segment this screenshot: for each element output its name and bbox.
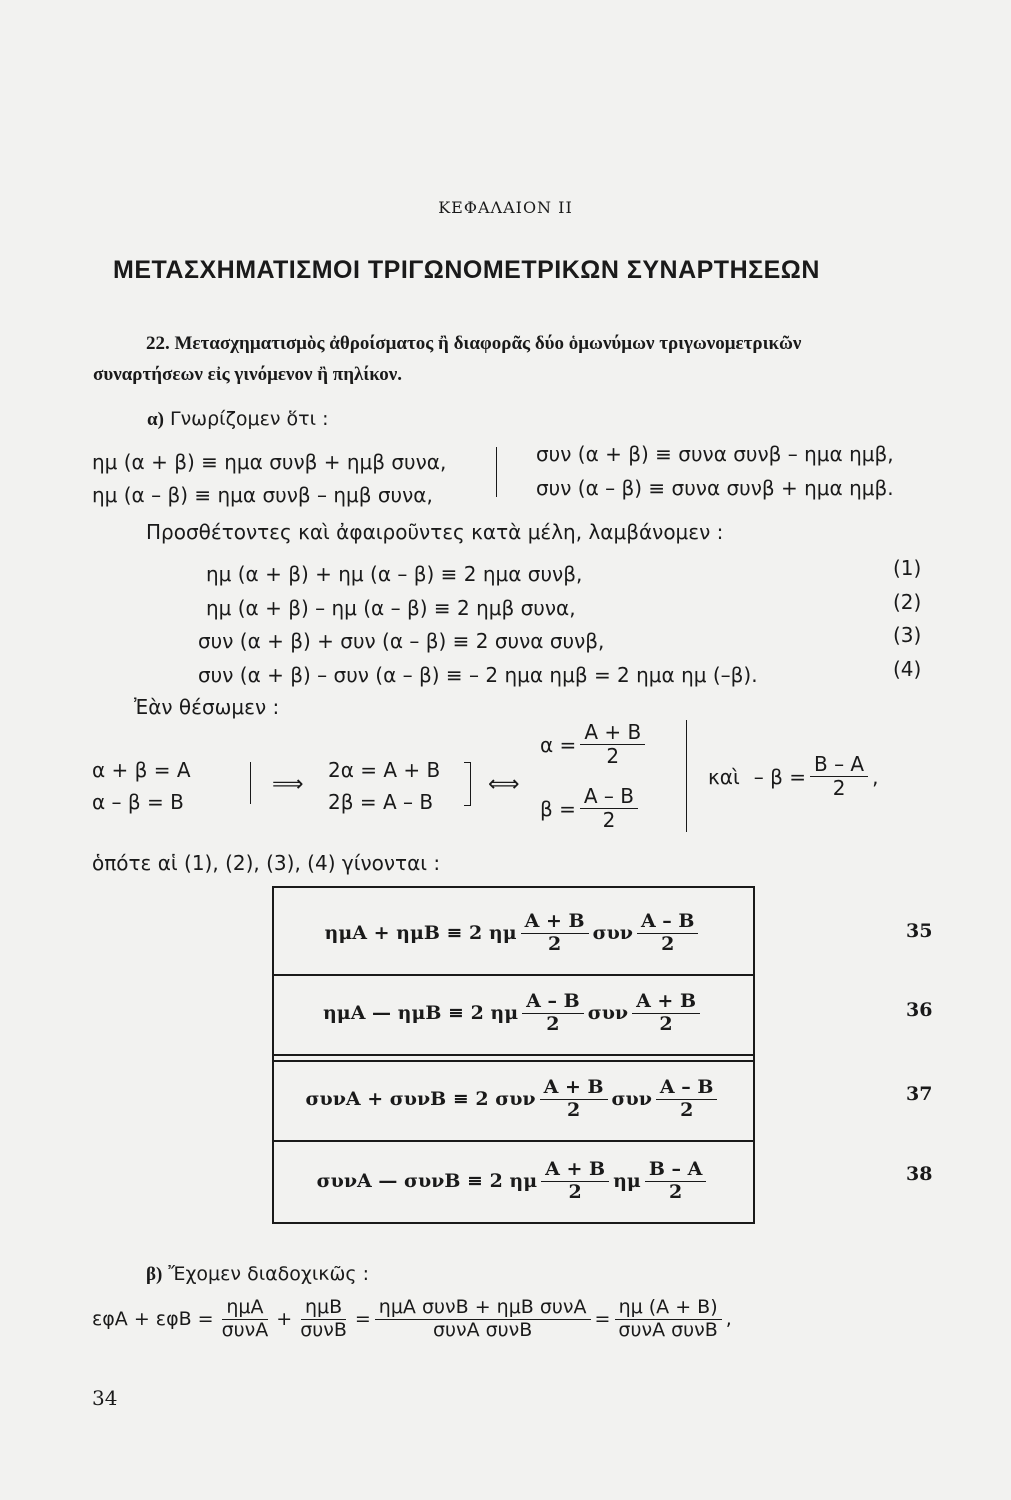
formula-38-num1: Α + Β: [541, 1159, 609, 1182]
alpha-solution: [540, 721, 649, 768]
formula-separator: [274, 1060, 753, 1062]
formula-35-frac1: [521, 911, 589, 956]
tangent-frac4-den: συνΑ συνΒ: [618, 1318, 718, 1341]
formula-37-frac1: [540, 1077, 608, 1122]
formula-37-den2: 2: [680, 1098, 694, 1121]
formula-38-num2: Β – Α: [645, 1159, 707, 1182]
tangent-plus: +: [276, 1308, 293, 1331]
alpha-lhs: α =: [540, 732, 577, 757]
tangent-frac3-den: συνΑ συνΒ: [432, 1318, 533, 1341]
negbeta-lhs: – β =: [753, 764, 806, 789]
formula-38-frac2: [645, 1159, 707, 1204]
equation-3-number: (3): [893, 623, 922, 647]
formula-separator: [274, 1054, 753, 1056]
tangent-end: ,: [725, 1308, 732, 1331]
identity-left-1: ημ (α + β) ≡ ημα συνβ + ημβ συνα,: [92, 450, 447, 474]
formula-37-num1: Α + Β: [540, 1077, 608, 1100]
alpha-fraction: [580, 721, 645, 768]
formula-37-num2: Α – Β: [656, 1077, 718, 1100]
formula-38-mid: ημ: [613, 1170, 641, 1192]
beta-denominator: 2: [602, 808, 616, 832]
system1-line2: α – β = Β: [92, 790, 184, 814]
formula-38-den1: 2: [568, 1180, 582, 1203]
formula-35-frac2: [637, 911, 699, 956]
formula-38-lhs: συνΑ — συνΒ ≡ 2 ημ: [316, 1170, 538, 1192]
system1-line1: α + β = Α: [92, 758, 191, 782]
tangent-frac3-num: ημΑ συνΒ + ημΒ συνΑ: [375, 1297, 591, 1320]
formula-separator: [274, 1140, 753, 1142]
beta-fraction: [580, 785, 638, 832]
formula-36-number: 36: [906, 999, 933, 1021]
tangent-sum-equation: [92, 1297, 732, 1342]
tangent-eq1: =: [354, 1308, 371, 1331]
section-heading-line2: συναρτήσεων εἰς γινόμενον ἢ πηλίκον.: [93, 364, 402, 385]
equation-1-number: (1): [893, 556, 922, 580]
part-a-text: Γνωρίζομεν ὅτι :: [169, 408, 329, 430]
section-heading-line1: 22. Μετασχηματισμὸς ἀθροίσματος ἢ διαφορᾶς δύο ὁμωνύμων τριγωνομετρικῶν: [146, 333, 802, 354]
chapter-title: ΜΕΤΑΣΧΗΜΑΤΙΣΜΟΙ ΤΡΙΓΩΝΟΜΕΤΡΙΚΩΝ ΣΥΝΑΡΤΗΣΕΩΝ: [113, 256, 820, 284]
formula-box: [272, 886, 755, 1224]
alpha-numerator: Α + Β: [580, 721, 645, 745]
formula-35-mid: συν: [592, 922, 633, 944]
page-number: 34: [92, 1386, 118, 1410]
tangent-frac4: [614, 1297, 721, 1342]
negbeta-comma: ,: [872, 764, 879, 789]
formula-35-den2: 2: [661, 932, 675, 955]
formula-35: [274, 898, 753, 968]
alpha-denominator: 2: [606, 744, 620, 768]
formula-37-mid: συν: [611, 1088, 652, 1110]
equation-4-number: (4): [893, 657, 922, 681]
tangent-frac2-num: ημΒ: [301, 1297, 346, 1320]
equation-2: ημ (α + β) – ημ (α – β) ≡ 2 ημβ συνα,: [206, 596, 576, 620]
formula-38: [274, 1146, 753, 1216]
identity-left-2: ημ (α – β) ≡ ημα συνβ – ημβ συνα,: [92, 483, 433, 507]
formula-36-den1: 2: [546, 1012, 560, 1035]
tangent-frac1-den: συνΑ: [221, 1318, 269, 1341]
negbeta-line: [708, 753, 878, 800]
chapter-label: ΚΕΦΑΛΑΙΟΝ ΙΙ: [438, 198, 573, 217]
formula-36: [274, 978, 753, 1048]
formula-36-num1: Α – Β: [522, 991, 584, 1014]
tangent-eq2: =: [594, 1308, 611, 1331]
tangent-frac2: [296, 1297, 351, 1342]
solution-brace: [680, 720, 687, 832]
formula-37-den1: 2: [566, 1098, 581, 1121]
formula-36-frac1: [522, 991, 584, 1036]
equation-1: ημ (α + β) + ημ (α – β) ≡ 2 ημα συνβ,: [206, 562, 583, 586]
kai-word: καὶ: [708, 764, 740, 789]
tangent-frac4-num: ημ (Α + Β): [615, 1297, 722, 1320]
formula-separator: [274, 974, 753, 976]
beta-numerator: Α – Β: [580, 785, 638, 809]
formula-36-num2: Α + Β: [632, 991, 700, 1014]
formula-36-den2: 2: [659, 1012, 673, 1035]
tangent-lhs: εφΑ + εφΒ =: [92, 1308, 214, 1331]
formula-37-number: 37: [906, 1083, 933, 1105]
part-a-line: [147, 408, 329, 431]
substitution-outro: ὁπότε αἱ (1), (2), (3), (4) γίνονται :: [92, 851, 441, 875]
formula-35-number: 35: [906, 920, 933, 942]
formula-37: [274, 1064, 753, 1134]
formula-35-lhs: ημΑ + ημΒ ≡ 2 ημ: [324, 922, 517, 944]
adding-intro: Προσθέτοντες καὶ ἀφαιροῦντες κατὰ μέλη, λαμβάνομεν :: [146, 520, 724, 544]
system1-bracket: [246, 762, 251, 804]
tangent-frac1: [218, 1297, 273, 1342]
tangent-frac3: [375, 1297, 591, 1342]
formula-36-lhs: ημΑ — ημΒ ≡ 2 ημ: [322, 1002, 519, 1024]
formula-36-mid: συν: [587, 1002, 629, 1024]
part-a-label: α): [147, 409, 164, 430]
identity-divider: [496, 447, 497, 497]
negbeta-numerator: Β – Α: [810, 753, 868, 777]
formula-36-frac2: [632, 991, 700, 1036]
identity-right-1: συν (α + β) ≡ συνα συνβ – ημα ημβ,: [536, 442, 894, 466]
formula-35-num2: Α – Β: [637, 911, 699, 934]
part-b-text: Ἔχομεν διαδοχικῶς :: [168, 1263, 370, 1285]
negbeta-denominator: 2: [832, 776, 846, 800]
formula-37-lhs: συνΑ + συνΒ ≡ 2 συν: [305, 1088, 536, 1110]
equation-2-number: (2): [893, 590, 922, 614]
formula-35-den1: 2: [547, 932, 562, 955]
part-b-line: [146, 1263, 369, 1286]
formula-38-number: 38: [906, 1163, 933, 1185]
formula-38-den2: 2: [668, 1180, 683, 1203]
formula-35-num1: Α + Β: [521, 911, 589, 934]
implies-arrow: ⟹: [272, 772, 304, 797]
tangent-frac1-num: ημΑ: [222, 1297, 267, 1320]
system2-brace: [464, 762, 471, 806]
equation-4: συν (α + β) – συν (α – β) ≡ – 2 ημα ημβ = 2 ημα ημ (–β).: [198, 663, 758, 687]
equivalence-arrow: ⟺: [488, 772, 520, 797]
equation-3: συν (α + β) + συν (α – β) ≡ 2 συνα συνβ,: [198, 629, 605, 653]
beta-lhs: β =: [540, 796, 576, 821]
part-b-label: β): [146, 1264, 163, 1285]
system2-line2: 2β = Α – Β: [328, 790, 434, 814]
system2-line1: 2α = Α + Β: [328, 758, 441, 782]
substitution-intro: Ἐὰν θέσωμεν :: [134, 695, 280, 719]
formula-38-frac1: [541, 1159, 609, 1204]
negbeta-fraction: [810, 753, 868, 800]
tangent-frac2-den: συνΒ: [300, 1318, 347, 1341]
beta-solution: [540, 785, 642, 832]
identity-right-2: συν (α – β) ≡ συνα συνβ + ημα ημβ.: [536, 476, 894, 500]
formula-37-frac2: [656, 1077, 718, 1122]
